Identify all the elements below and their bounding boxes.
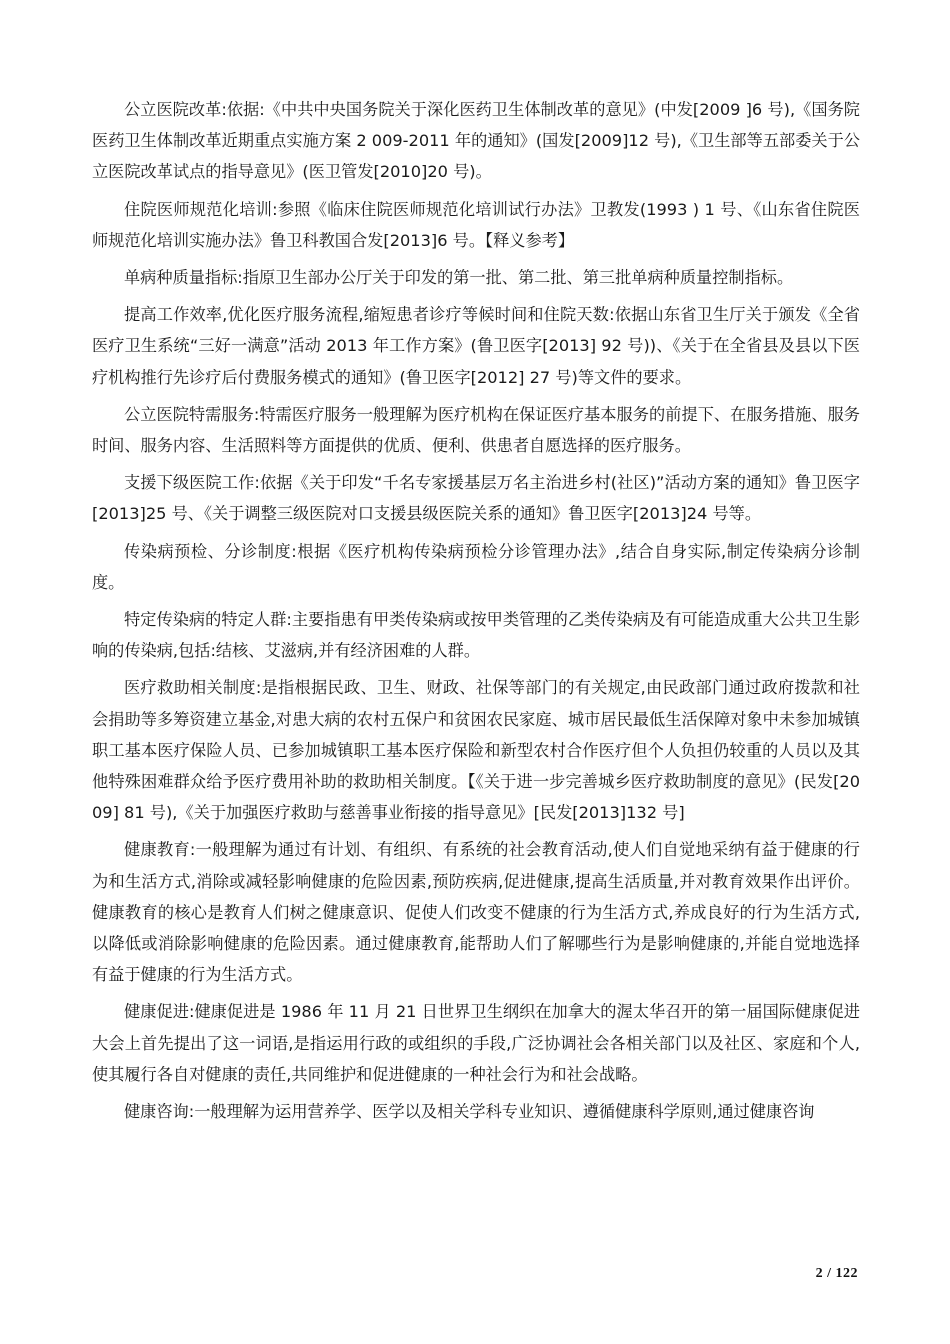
paragraph-public-hospital-reform: 公立医院改革:依据:《中共中央国务院关于深化医药卫生体制改革的意见》(中发[2009 ]6 号),《国务院医药卫生体制改革近期重点实施方案 2 009-2011 年的通知》(国发[2009]12 号),《卫生部等五部委关于公立医院改革试点的指导意见》(医卫管发[2010]20 号)。: [92, 100, 860, 182]
paragraph-health-promotion: 健康促进:健康促进是 1986 年 11 月 21 日世界卫生纲织在加拿大的渥太华召开的第一届国际健康促进大会上首先提出了这一词语,是指运用行政的或组织的手段,广泛协调社会各相关部门以及社区、家庭和个人,使其履行各自对健康的责任,共同维护和促进健康的一种社会行为和社会战略。: [92, 1002, 860, 1084]
page-number: [816, 1266, 858, 1282]
paragraph-single-disease-quality: 单病种质量指标:指原卫生部办公厅关于印发的第一批、第二批、第三批单病种质量控制指标。: [124, 268, 794, 288]
paragraph-resident-training: 住院医师规范化培训:参照《临床住院医师规范化培训试行办法》卫教发(1993 ) 1 号、《山东省住院医师规范化培训实施办法》鲁卫科教国合发[2013]6 号。【释义参考】: [92, 199, 860, 250]
page-total: 122: [835, 1266, 858, 1281]
paragraph-medical-assistance: 医疗救助相关制度:是指根据民政、卫生、财政、社保等部门的有关规定,由民政部门通过政府拨款和社会捐助等多筹资建立基金,对患大病的农村五保户和贫困农民家庭、城市居民最低生活保障对象中未参加城镇职工基本医疗保险人员、已参加城镇职工基本医疗保险和新型农村合作医疗但个人负担仍较重的人员以及其他特殊困难群众给予医疗费用补助的救助相关制度。【《关于进一步完善城乡医疗救助制度的意见》(民发[2009] 81 号),《关于加强医疗救助与慈善事业衔接的指导意见》[民发[2013]132 号]: [92, 678, 860, 823]
paragraph-health-consulting: 健康咨询:一般理解为运用营养学、医学以及相关学科专业知识、遵循健康科学原则,通过健康咨询: [124, 1102, 815, 1122]
document-body: [92, 94, 860, 1133]
paragraph-support-lower-hospitals: 支援下级医院工作:依据《关于印发“千名专家援基层万名主治进乡村(社区)”活动方案的通知》鲁卫医字[2013]25 号、《关于调整三级医院对口支援县级医院关系的通知》鲁卫医字[2013]24 号等。: [92, 473, 860, 524]
page-separator: /: [823, 1266, 836, 1281]
page-current: 2: [815, 1266, 824, 1281]
paragraph-health-education: 健康教育:一般理解为通过有计划、有组织、有系统的社会教育活动,使人们自觉地采纳有益于健康的行为和生活方式,消除或减轻影响健康的危险因素,预防疾病,促进健康,提高生活质量,并对教育效果作出评价。健康教育的核心是教育人们树之健康意识、促使人们改变不健康的行为生活方式,养成良好的行为生活方式,以降低或消除影响健康的危险因素。通过健康教育,能帮助人们了解哪些行为是影响健康的,并能自觉地选择有益于健康的行为生活方式。: [92, 840, 860, 985]
paragraph-special-services: 公立医院特需服务:特需医疗服务一般理解为医疗机构在保证医疗基本服务的前提下、在服务措施、服务时间、服务内容、生活照料等方面提供的优质、便利、供患者自愿选择的医疗服务。: [92, 404, 860, 456]
paragraph-infectious-triage: 传染病预检、分诊制度:根据《医疗机构传染病预检分诊管理办法》,结合自身实际,制定传染病分诊制度。: [92, 541, 860, 592]
paragraph-work-efficiency: 提高工作效率,优化医疗服务流程,缩短患者诊疗等候时间和住院天数:依据山东省卫生厅关于颁发《全省医疗卫生系统“三好一满意”活动 2013 年工作方案》(鲁卫医字[2013] 92 号))、《关于在全省县及县以下医疗机构推行先诊疗后付费服务模式的通知》(鲁卫医字[2012] 27 号)等文件的要求。: [92, 305, 860, 387]
paragraph-specific-population: 特定传染病的特定人群:主要指患有甲类传染病或按甲类管理的乙类传染病及有可能造成重大公共卫生影响的传染病,包括:结核、艾滋病,并有经济困难的人群。: [92, 610, 860, 661]
